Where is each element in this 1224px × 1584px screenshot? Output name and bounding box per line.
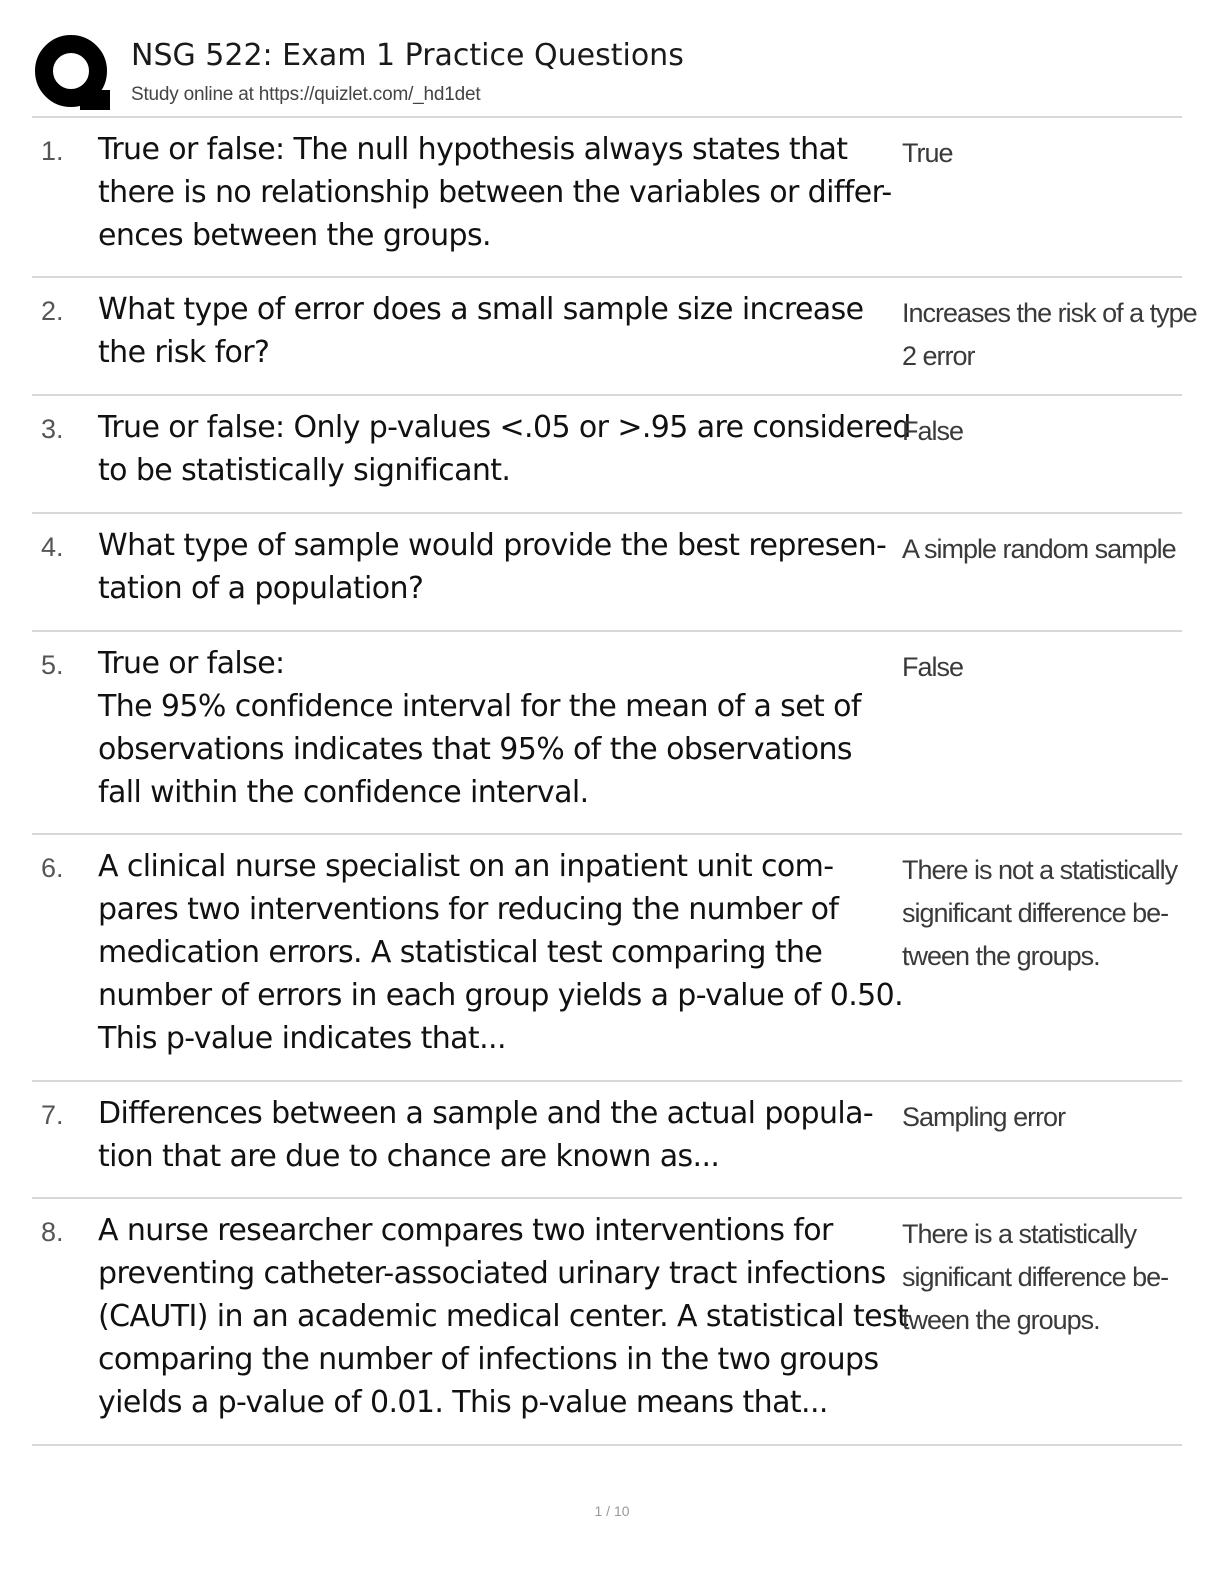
question-line: number of errors in each group yields a p-value of 0.50. [98, 978, 904, 1013]
question-number: 4. [41, 532, 64, 562]
answer-line: Increases the risk of a type [902, 298, 1197, 328]
question-row [32, 632, 1182, 835]
question-row [32, 396, 1182, 514]
answer-line: True [902, 138, 953, 168]
question-number: 3. [41, 414, 64, 444]
answer-text [902, 646, 1182, 689]
quizlet-q-logo-icon [34, 34, 112, 112]
question-text [98, 845, 904, 1060]
page-indicator: 1 / 10 [594, 1503, 630, 1519]
question-row [32, 118, 1182, 278]
answer-line: significant difference be- [902, 898, 1169, 928]
question-line: pares two interventions for reducing the number of [98, 892, 839, 927]
question-line: The 95% confidence interval for the mean of a set of [98, 689, 861, 724]
question-text [98, 524, 898, 610]
question-line: comparing the number of infections in the two groups [98, 1342, 879, 1377]
answer-text [902, 132, 1182, 175]
answer-line: tween the groups. [902, 941, 1100, 971]
answer-text [902, 292, 1197, 378]
question-line: This p-value indicates that... [98, 1021, 506, 1056]
question-line: preventing catheter-associated urinary tract infections [98, 1256, 886, 1291]
question-number: 6. [41, 853, 64, 883]
answer-text [902, 1213, 1182, 1342]
question-row [32, 835, 1182, 1082]
question-number: 1. [41, 136, 64, 166]
question-line: True or false: Only p-values <.05 or >.95 are considered [98, 410, 911, 445]
page-header [32, 30, 1182, 116]
answer-line: Sampling error [902, 1102, 1066, 1132]
page-title: NSG 522: Exam 1 Practice Questions [131, 38, 684, 73]
answer-line: A simple random sample [902, 534, 1176, 564]
question-text [98, 642, 898, 814]
answer-line: False [902, 652, 964, 682]
answer-line: False [902, 416, 964, 446]
question-line: What type of sample would provide the best represen- [98, 528, 887, 563]
question-line: True or false: [98, 646, 285, 681]
answer-text [902, 528, 1182, 571]
question-line: ences between the groups. [98, 218, 491, 253]
answer-line: There is not a statistically [902, 855, 1178, 885]
question-text [98, 288, 898, 374]
question-line: True or false: The null hypothesis always states that [98, 132, 848, 167]
study-online-link-text: Study online at https://quizlet.com/_hd1det [131, 84, 481, 105]
question-line: there is no relationship between the variables or differ- [98, 175, 892, 210]
question-row [32, 514, 1182, 632]
question-number: 7. [41, 1100, 64, 1130]
question-line: Differences between a sample and the actual popula- [98, 1096, 874, 1131]
question-line: yields a p-value of 0.01. This p-value means that... [98, 1385, 828, 1420]
question-line: (CAUTI) in an academic medical center. A statistical test [98, 1299, 909, 1334]
question-text [98, 406, 911, 492]
question-row [32, 1199, 1182, 1446]
question-number: 5. [41, 650, 64, 680]
question-number: 8. [41, 1217, 64, 1247]
question-text [98, 1092, 898, 1178]
question-line: medication errors. A statistical test comparing the [98, 935, 823, 970]
question-number: 2. [41, 296, 64, 326]
question-line: observations indicates that 95% of the observations [98, 732, 852, 767]
answer-line: 2 error [902, 341, 975, 371]
question-text [98, 1209, 909, 1424]
question-list [32, 118, 1197, 1446]
question-line: tation of a population? [98, 571, 424, 606]
answer-line: significant difference be- [902, 1262, 1169, 1292]
question-line: A nurse researcher compares two interventions for [98, 1213, 833, 1248]
answer-text [902, 410, 1182, 453]
question-line: tion that are due to chance are known as... [98, 1139, 720, 1174]
answer-line: There is a statistically [902, 1219, 1137, 1249]
answer-line: tween the groups. [902, 1305, 1100, 1335]
question-line: to be statistically significant. [98, 453, 511, 488]
question-line: A clinical nurse specialist on an inpatient unit com- [98, 849, 834, 884]
answer-text [902, 849, 1182, 978]
question-row [32, 1082, 1182, 1199]
question-line: fall within the confidence interval. [98, 775, 589, 810]
question-text [98, 128, 898, 257]
question-line: What type of error does a small sample size increase [98, 292, 864, 327]
answer-text [902, 1096, 1182, 1139]
question-row [32, 278, 1197, 396]
question-line: the risk for? [98, 335, 270, 370]
